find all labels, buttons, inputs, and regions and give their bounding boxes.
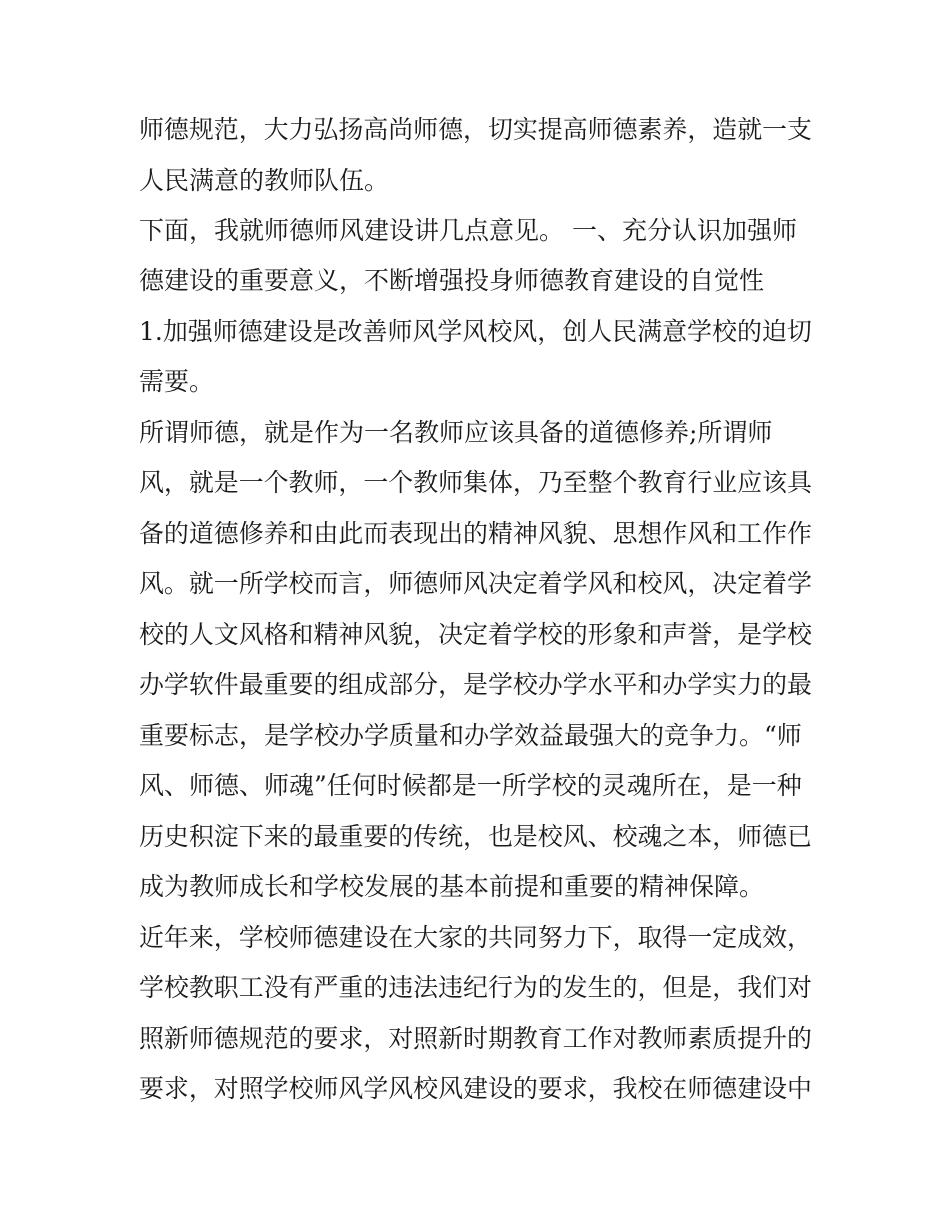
text-line: 学校教职工没有严重的违法违纪行为的发生的，但是，我们对 <box>139 973 812 1002</box>
text-line: 历史积淀下来的最重要的传统，也是校风、校魂之本，师德已 <box>139 822 812 851</box>
text-line: 风、师德、师魂”任何时候都是一所学校的灵魂所在，是一种 <box>139 771 802 800</box>
text-line: 近年来，学校师德建设在大家的共同努力下，取得一定成效， <box>139 923 812 952</box>
text-line: 照新师德规范的要求，对照新时期教育工作对教师素质提升的 <box>139 1024 812 1053</box>
text-line: 风，就是一个教师，一个教师集体，乃至整个教育行业应该具 <box>139 468 812 497</box>
text-line: 1.加强师德建设是改善师风学风校风，创人民满意学校的迫切 <box>139 317 812 346</box>
text-line: 下面，我就师德师风建设讲几点意见。 一、充分认识加强师 <box>139 216 797 245</box>
text-line: 成为教师成长和学校发展的基本前提和重要的精神保障。 <box>139 872 765 901</box>
text-line: 重要标志，是学校办学质量和办学效益最强大的竞争力。“师 <box>139 721 802 750</box>
text-line: 需要。 <box>139 367 215 396</box>
text-line: 备的道德修养和由此而表现出的精神风貌、思想作风和工作作 <box>139 519 812 548</box>
text-line: 人民满意的教师队伍。 <box>139 166 390 195</box>
text-line: 所谓师德，就是作为一名教师应该具备的道德修养;所谓师 <box>139 418 773 447</box>
text-line: 要求，对照学校师风学风校风建设的要求，我校在师德建设中 <box>139 1074 812 1103</box>
text-line: 办学软件最重要的组成部分，是学校办学水平和办学实力的最 <box>139 670 812 699</box>
text-line: 校的人文风格和精神风貌，决定着学校的形象和声誉，是学校 <box>139 620 812 649</box>
text-line: 师德规范，大力弘扬高尚师德，切实提高师德素养，造就一支 <box>139 115 812 144</box>
text-line: 风。就一所学校而言，师德师风决定着学风和校风，决定着学 <box>139 569 812 598</box>
text-line: 德建设的重要意义，不断增强投身师德教育建设的自觉性 <box>139 266 765 295</box>
